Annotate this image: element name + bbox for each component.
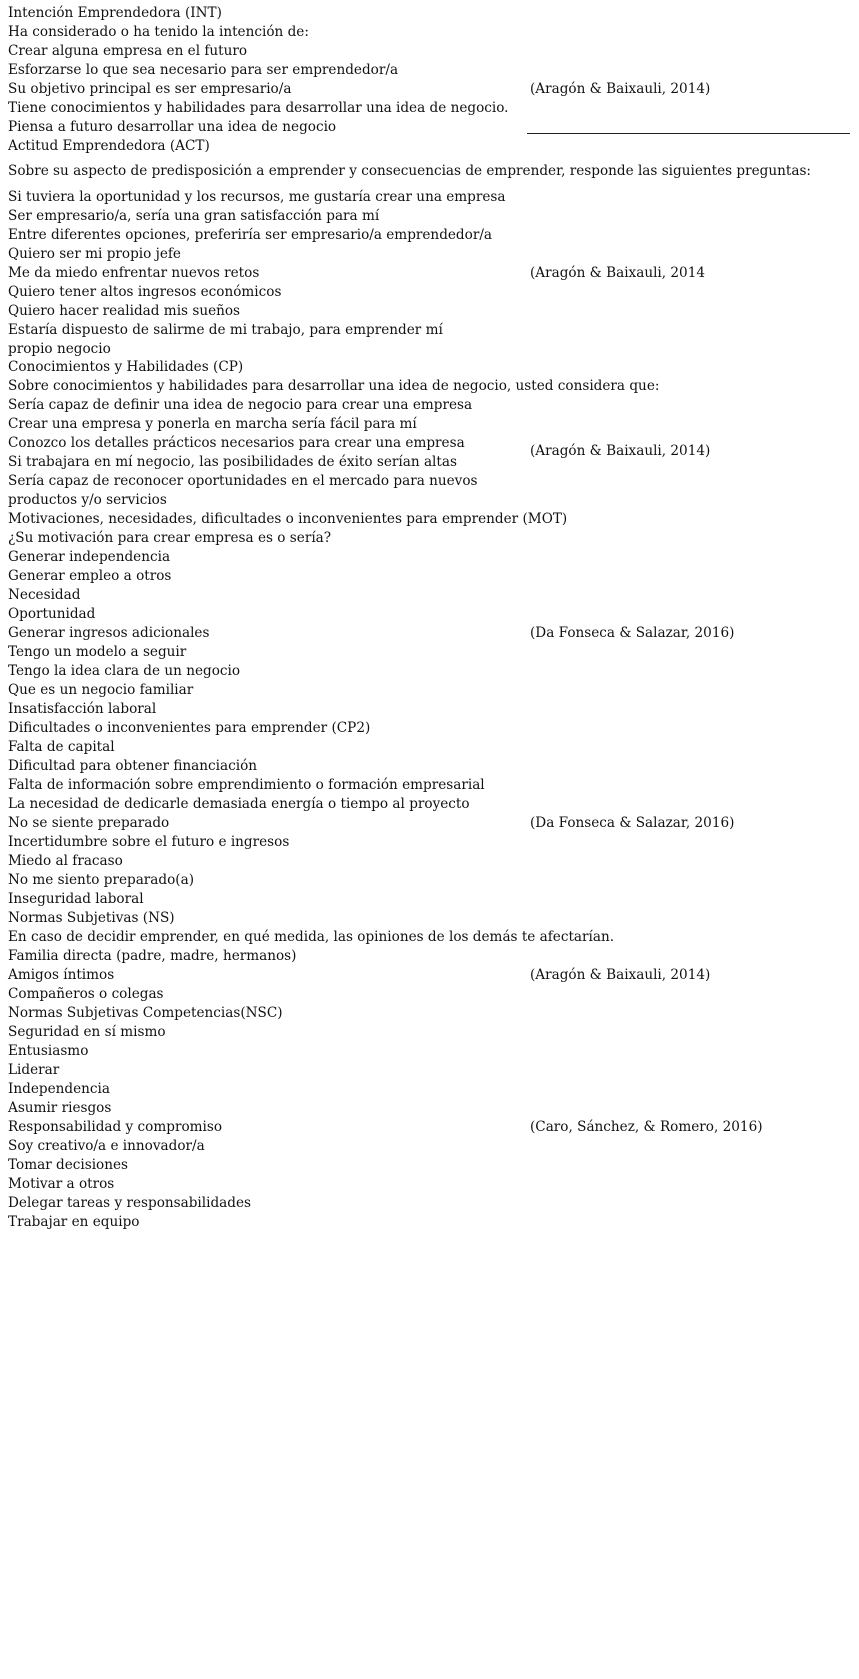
item-line: Oportunidad bbox=[8, 606, 96, 622]
section-heading-cp: Conocimientos y Habilidades (CP) bbox=[8, 359, 244, 375]
item-line: Compañeros o colegas bbox=[8, 986, 164, 1002]
item-line: Familia directa (padre, madre, hermanos) bbox=[8, 948, 297, 964]
item-line: Esforzarse lo que sea necesario para ser emprendedor/a bbox=[8, 62, 399, 78]
item-line: Piensa a futuro desarrollar una idea de negocio bbox=[8, 119, 337, 135]
item-line: Quiero tener altos ingresos económicos bbox=[8, 284, 282, 300]
item-line: Independencia bbox=[8, 1081, 110, 1097]
item-line: Necesidad bbox=[8, 587, 81, 603]
item-line: Entre diferentes opciones, preferiría ser empresario/a emprendedor/a bbox=[8, 227, 493, 243]
item-line: Falta de información sobre emprendimiento o formación empresarial bbox=[8, 777, 485, 793]
item-line: Generar ingresos adicionales bbox=[8, 625, 210, 641]
question-prompt: ¿Su motivación para crear empresa es o sería? bbox=[8, 530, 332, 546]
item-line: La necesidad de dedicarle demasiada energía o tiempo al proyecto bbox=[8, 796, 470, 812]
item-line: Tengo la idea clara de un negocio bbox=[8, 663, 241, 679]
question-prompt: Ha considerado o ha tenido la intención de: bbox=[8, 24, 309, 40]
item-line: Trabajar en equipo bbox=[8, 1214, 140, 1230]
question-prompt: Sobre su aspecto de predisposición a emprender y consecuencias de emprender, responde las siguientes preguntas: bbox=[8, 163, 812, 179]
section-heading-cp2: Dificultades o inconvenientes para emprender (CP2) bbox=[8, 720, 371, 736]
item-line: Incertidumbre sobre el futuro e ingresos bbox=[8, 834, 290, 850]
item-line: Liderar bbox=[8, 1062, 60, 1078]
item-line: Soy creativo/a e innovador/a bbox=[8, 1138, 205, 1154]
item-line: Crear una empresa y ponerla en marcha sería fácil para mí bbox=[8, 416, 417, 432]
item-line: Entusiasmo bbox=[8, 1043, 89, 1059]
item-line: Quiero hacer realidad mis sueños bbox=[8, 303, 241, 319]
reference-citation: (Aragón & Baixauli, 2014) bbox=[530, 967, 711, 983]
reference-citation: (Aragón & Baixauli, 2014) bbox=[530, 443, 711, 459]
item-line: Sería capaz de definir una idea de negocio para crear una empresa bbox=[8, 397, 473, 413]
item-line: Responsabilidad y compromiso bbox=[8, 1119, 223, 1135]
section-heading-act: Actitud Emprendedora (ACT) bbox=[8, 138, 210, 154]
reference-citation: (Da Fonseca & Salazar, 2016) bbox=[530, 815, 735, 831]
item-line: Miedo al fracaso bbox=[8, 853, 123, 869]
item-line: Falta de capital bbox=[8, 739, 115, 755]
item-line: Delegar tareas y responsabilidades bbox=[8, 1195, 251, 1211]
item-line: Estaría dispuesto de salirme de mi trabajo, para emprender mí propio negocio bbox=[8, 322, 443, 357]
item-line: Asumir riesgos bbox=[8, 1100, 112, 1116]
divider-line bbox=[527, 133, 850, 134]
section-heading-ns: Normas Subjetivas (NS) bbox=[8, 910, 175, 926]
item-line: Quiero ser mi propio jefe bbox=[8, 246, 181, 262]
reference-citation: (Aragón & Baixauli, 2014 bbox=[530, 265, 706, 281]
item-line: Generar empleo a otros bbox=[8, 568, 172, 584]
reference-citation: (Caro, Sánchez, & Romero, 2016) bbox=[530, 1119, 763, 1135]
question-prompt: Sobre conocimientos y habilidades para desarrollar una idea de negocio, usted considera que: bbox=[8, 378, 660, 394]
item-line: Dificultad para obtener financiación bbox=[8, 758, 258, 774]
reference-citation: (Da Fonseca & Salazar, 2016) bbox=[530, 625, 735, 641]
item-line: Que es un negocio familiar bbox=[8, 682, 194, 698]
item-line: Tengo un modelo a seguir bbox=[8, 644, 187, 660]
item-line: Me da miedo enfrentar nuevos retos bbox=[8, 265, 260, 281]
section-heading-mot: Motivaciones, necesidades, dificultades o inconvenientes para emprender (MOT) bbox=[8, 511, 568, 527]
item-line: No se siente preparado bbox=[8, 815, 170, 831]
item-line: Conozco los detalles prácticos necesarios para crear una empresa bbox=[8, 435, 465, 451]
item-line: Si tuviera la oportunidad y los recursos, me gustaría crear una empresa bbox=[8, 189, 506, 205]
item-line: No me siento preparado(a) bbox=[8, 872, 194, 888]
item-line: Si trabajara en mí negocio, las posibilidades de éxito serían altas bbox=[8, 454, 457, 470]
item-line: Tiene conocimientos y habilidades para desarrollar una idea de negocio. bbox=[8, 100, 509, 116]
item-line: Seguridad en sí mismo bbox=[8, 1024, 166, 1040]
section-heading-int: Intención Emprendedora (INT) bbox=[8, 5, 222, 21]
item-line: Ser empresario/a, sería una gran satisfacción para mí bbox=[8, 208, 380, 224]
item-line: Insatisfacción laboral bbox=[8, 701, 157, 717]
item-line: Tomar decisiones bbox=[8, 1157, 129, 1173]
section-heading-nsc: Normas Subjetivas Competencias(NSC) bbox=[8, 1005, 283, 1021]
item-line: Motivar a otros bbox=[8, 1176, 115, 1192]
item-line: Sería capaz de reconocer oportunidades en el mercado para nuevos productos y/o servicios bbox=[8, 473, 478, 508]
item-line: Crear alguna empresa en el futuro bbox=[8, 43, 248, 59]
item-line: Generar independencia bbox=[8, 549, 171, 565]
reference-citation: (Aragón & Baixauli, 2014) bbox=[530, 81, 711, 97]
question-prompt: En caso de decidir emprender, en qué medida, las opiniones de los demás te afectarían. bbox=[8, 929, 615, 945]
item-line: Su objetivo principal es ser empresario/a bbox=[8, 81, 292, 97]
item-line: Amigos íntimos bbox=[8, 967, 115, 983]
item-line: Inseguridad laboral bbox=[8, 891, 144, 907]
